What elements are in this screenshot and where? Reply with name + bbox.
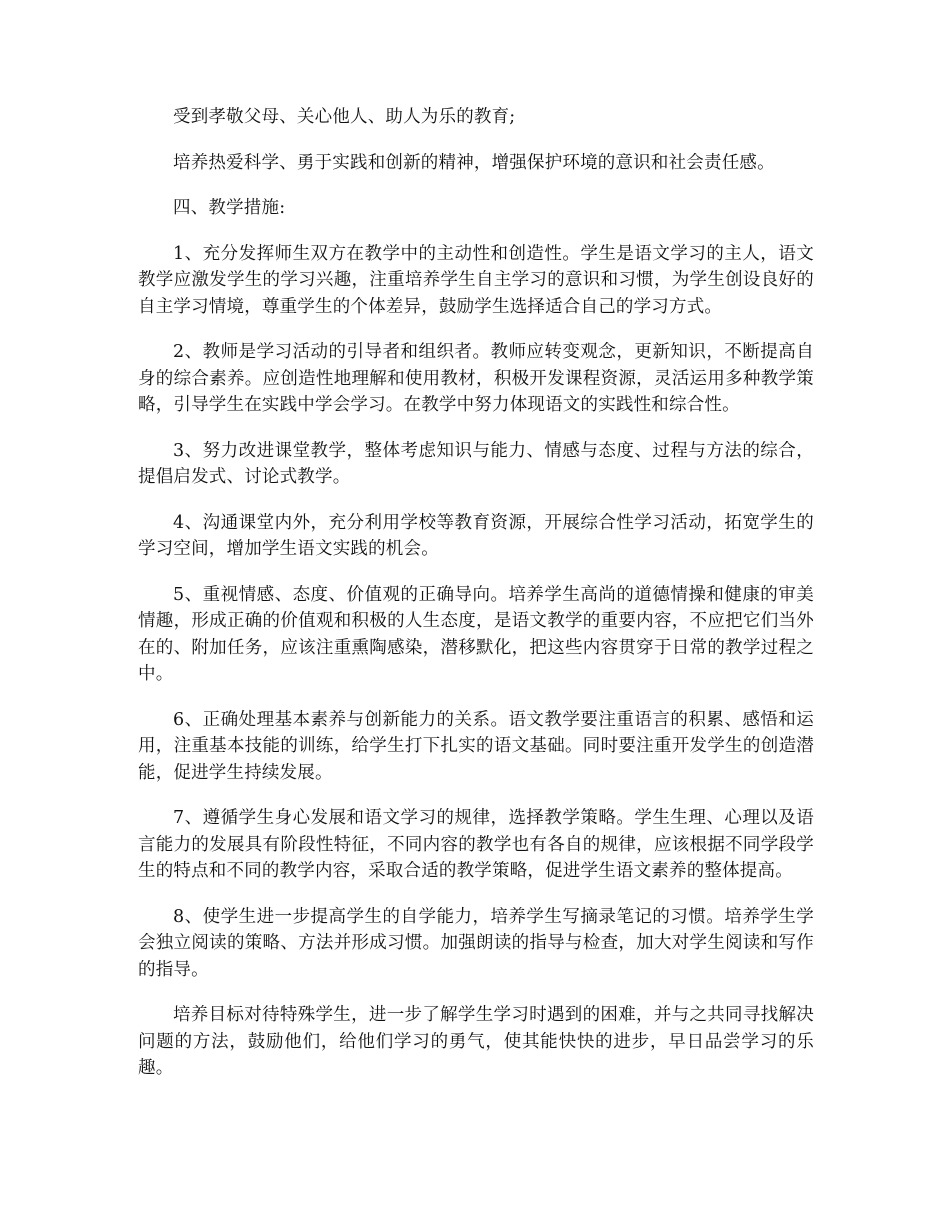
paragraph-measure-4: 4、沟通课堂内外，充分利用学校等教育资源，开展综合性学习活动，拓宽学生的学习空间，增加学生语文实践的机会。 xyxy=(138,512,814,559)
paragraph-measure-7: 7、遵循学生身心发展和语文学习的规律，选择教学策略。学生生理、心理以及语言能力的发展具有阶段性特征，不同内容的教学也有各自的规律，应该根据不同学段学生的特点和不同的教学内容，采取合适的教学策略，促进学生语文素养的整体提高。 xyxy=(138,808,814,881)
paragraph-filial-education: 受到孝敬父母、关心他人、助人为乐的教育; xyxy=(173,107,516,127)
paragraph-love-science: 培养热爱科学、勇于实践和创新的精神，增强保护环境的意识和社会责任感。 xyxy=(173,152,775,173)
paragraph-measure-1: 1、充分发挥师生双方在教学中的主动性和创造性。学生是语文学习的主人，语文教学应激发学生的学习兴趣，注重培养学生自主学习的意识和习惯，为学生创设良好的自主学习情境，尊重学生的个体差异，鼓励学生选择适合自己的学习方式。 xyxy=(138,243,814,317)
section-heading-teaching-measures: 四、教学措施: xyxy=(173,198,286,218)
paragraph-measure-5: 5、重视情感、态度、价值观的正确导向。培养学生高尚的道德情操和健康的审美情趣，形成正确的价值观和积极的人生态度，是语文教学的重要内容，不应把它们当外在的、附加任务，应该注重熏陶感染，潜移默化，把这些内容贯穿于日常的教学过程之中。 xyxy=(138,584,814,684)
paragraph-measure-3: 3、努力改进课堂教学，整体考虑知识与能力、情感与态度、过程与方法的综合，提倡启发式、讨论式教学。 xyxy=(138,440,814,487)
paragraph-measure-2: 2、教师是学习活动的引导者和组织者。教师应转变观念，更新知识，不断提高自身的综合素养。应创造性地理解和使用教材，积极开发课程资源，灵活运用多种教学策略，引导学生在实践中学会学习。在教学中努力体现语文的实践性和综合性。 xyxy=(138,342,814,415)
paragraph-measure-6: 6、正确处理基本素养与创新能力的关系。语文教学要注重语言的积累、感悟和运用，注重基本技能的训练，给学生打下扎实的语文基础。同时要注重开发学生的创造潜能，促进学生持续发展。 xyxy=(138,709,814,783)
paragraph-special-students: 培养目标对待特殊学生，进一步了解学生学习时遇到的困难，并与之共同寻找解决问题的方法，鼓励他们，给他们学习的勇气，使其能快快的进步，早日品尝学习的乐趣。 xyxy=(138,1005,814,1078)
document-body xyxy=(138,104,814,1101)
paragraph-measure-8: 8、使学生进一步提高学生的自学能力，培养学生写摘录笔记的习惯。培养学生学会独立阅读的策略、方法并形成习惯。加强朗读的指导与检查，加大对学生阅读和写作的指导。 xyxy=(138,906,814,980)
